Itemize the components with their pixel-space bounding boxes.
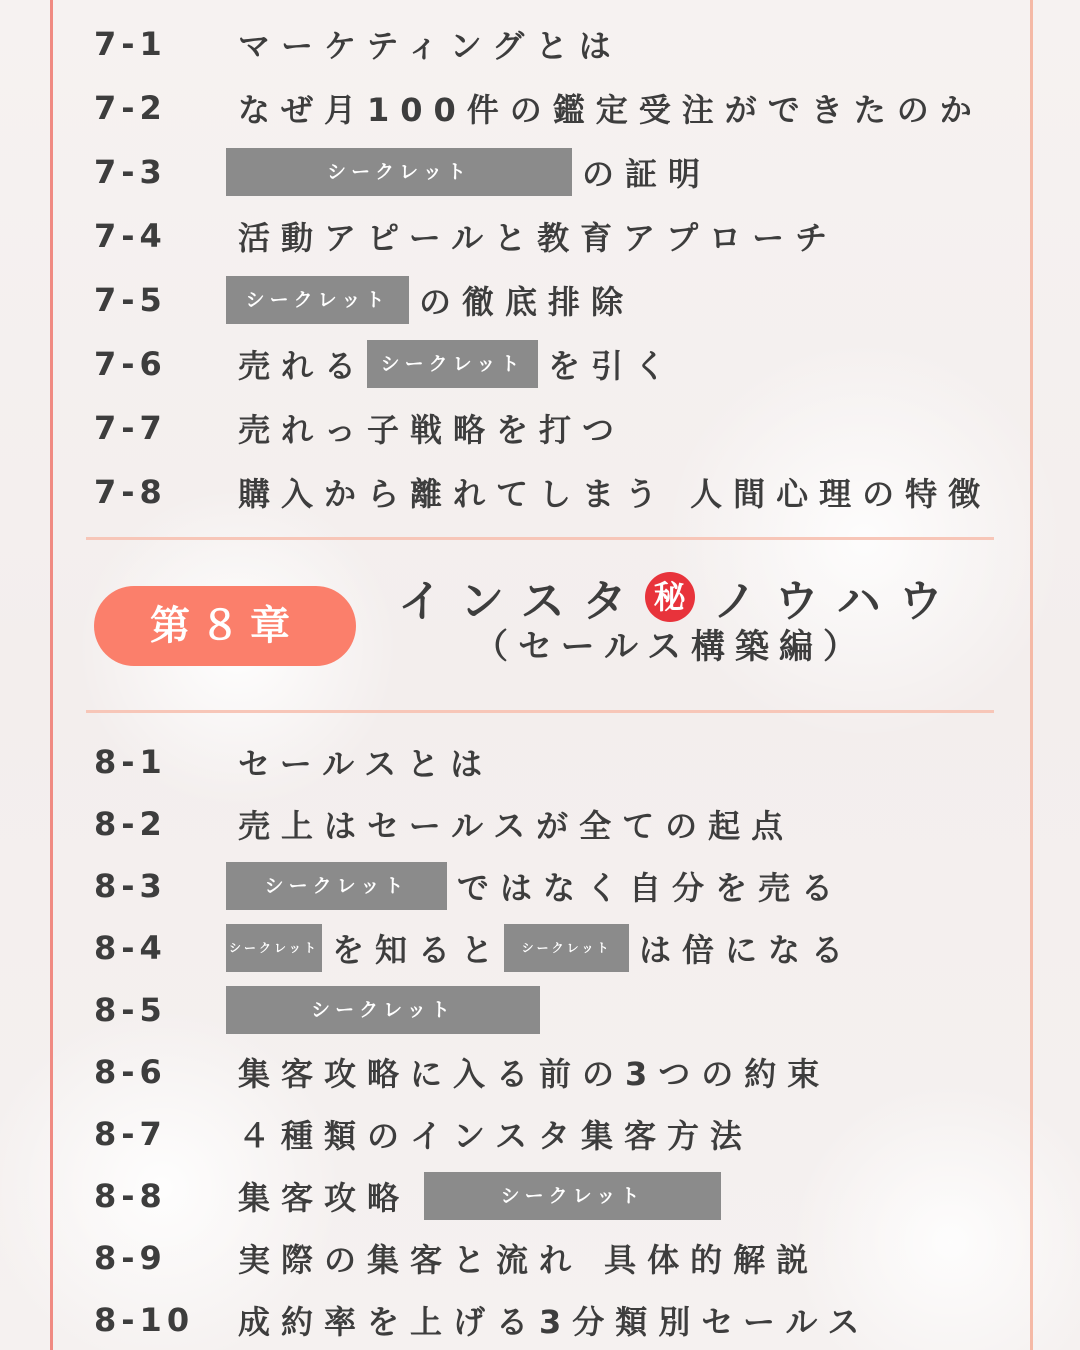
toc-item-text: 集客攻略 [238,1179,411,1217]
toc-item-text: の徹底排除 [419,283,635,321]
toc-item-text: 売れる [238,347,368,385]
toc-item-text: マーケティングとは [238,27,622,65]
toc-item-text: 売れっ子戦略を打つ [238,411,626,449]
toc-item-number: 8-1 [94,743,167,781]
left-frame-line [50,0,53,1350]
toc-item-number: 8-8 [94,1177,167,1215]
secret-redaction-label: シークレット [424,1172,721,1220]
toc-item-title [238,1111,753,1157]
toc-item [94,208,838,264]
chapter-8-subtitle: （セールス構築編） [474,627,867,667]
toc-item-title [238,405,625,451]
toc-item-number: 8-2 [94,805,167,843]
toc-item [94,858,844,914]
toc-item-number: 8-3 [94,867,167,905]
chapter-8-badge: 第８章 [94,586,356,666]
toc-item-number: 8-4 [94,929,167,967]
toc-item-number: 7-2 [94,89,167,127]
toc-item-title [238,340,677,388]
right-frame-line [1030,0,1033,1350]
toc-item-number: 7-4 [94,217,167,255]
toc-item [94,920,854,976]
toc-item-text: 活動アピールと教育アプローチ [238,219,839,257]
toc-item-title [238,739,493,785]
toc-item-text: 集客攻略に入る前の3つの約束 [238,1055,831,1093]
toc-item-title [238,1297,870,1343]
toc-item-number: 7-8 [94,473,167,511]
secret-redaction-label: シークレット [226,276,409,324]
toc-item-number: 7-5 [94,281,167,319]
divider-top [86,537,994,540]
toc-item-text: 購入から離れてしまう 人間心理の特徴 [238,475,992,513]
toc-item [94,1044,830,1100]
toc-item-title [238,21,622,67]
secret-redaction-label: シークレット [226,986,540,1034]
toc-item [94,144,711,200]
toc-item [94,464,991,520]
toc-item-text: 実際の集客と流れ 具体的解説 [238,1241,820,1279]
secret-mark-icon: 秘 [645,572,695,622]
toc-item [94,336,677,392]
secret-redaction-label: シークレット [367,340,538,388]
toc-item [94,400,625,456]
toc-item-number: 7-7 [94,409,167,447]
toc-item-text: の証明 [582,155,712,193]
toc-item-text: を知ると [332,931,505,969]
toc-item-number: 7-1 [94,25,167,63]
toc-item-text: セールスとは [238,745,494,783]
toc-item-title [238,1049,830,1095]
secret-redaction-label: シークレット [226,862,447,910]
toc-item-text: は倍になる [639,931,855,969]
toc-item-text: を引く [548,347,678,385]
secret-redaction-label: シークレット [226,148,572,196]
toc-item-number: 8-9 [94,1239,167,1277]
toc-item-title [226,924,854,972]
toc-item-number: 8-10 [94,1301,195,1339]
toc-item-number: 7-3 [94,153,167,191]
toc-item [94,734,493,790]
toc-item [94,80,983,136]
toc-item-number: 8-7 [94,1115,167,1153]
toc-item-title [226,986,550,1034]
secret-redaction-label: シークレット [226,924,322,972]
toc-item-title [238,469,991,515]
toc-item-text: ４種類のインスタ集客方法 [238,1117,754,1155]
toc-item-title [226,862,844,910]
toc-item [94,1292,870,1348]
toc-item-text: 成約率を上げる3分類別セールス [238,1303,871,1341]
toc-item-title [226,148,711,196]
toc-item [94,272,634,328]
toc-item-title [238,801,794,847]
toc-item [94,982,550,1038]
secret-redaction-label: シークレット [504,924,629,972]
toc-item-number: 7-6 [94,345,167,383]
toc-item-text: ではなく自分を売る [457,869,845,907]
chapter-8-title-after: ノウハウ [712,576,961,627]
toc-item-title [226,276,634,324]
chapter-8-title-before: インスタ [398,576,645,627]
toc-item-text: なぜ月100件の鑑定受注ができたのか [238,91,983,129]
toc-item-number: 8-5 [94,991,167,1029]
toc-item-title [238,213,838,259]
toc-item-title [238,1235,819,1281]
toc-item-number: 8-6 [94,1053,167,1091]
toc-item [94,1230,819,1286]
toc-item [94,1106,753,1162]
toc-item-title [238,85,983,131]
toc-item [94,16,622,72]
divider-bottom [86,710,994,713]
chapter-8-title [398,566,961,628]
toc-item [94,1168,731,1224]
toc-item-title [238,1172,731,1220]
toc-item [94,796,794,852]
toc-item-text: 売上はセールスが全ての起点 [238,807,795,845]
